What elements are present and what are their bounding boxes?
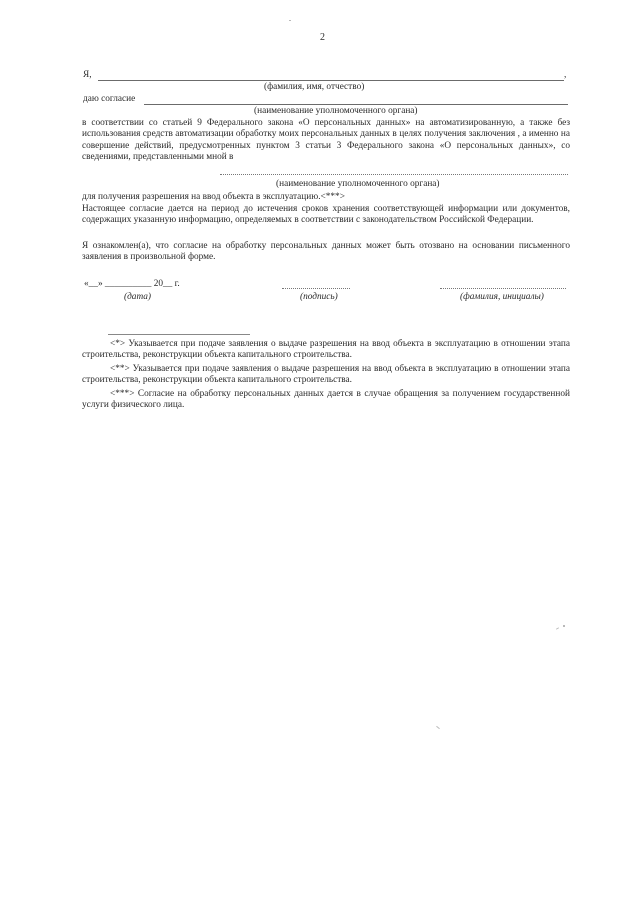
page-number: 2: [320, 32, 325, 43]
footnote-separator: [108, 334, 250, 335]
fio-line-comma: ,: [564, 70, 567, 80]
footnote-3: <***> Согласие на обработку персональных данных дается в случае обращения за получением государственной услуги физического лица.: [82, 389, 570, 411]
purpose-text: для получения разрешения на ввод объекта в эксплуатацию.<***>: [82, 192, 345, 202]
organ-caption-1: (наименование уполномоченного органа): [254, 106, 418, 116]
footnote-2: <**> Указывается при подаче заявления о выдаче разрешения на ввод объекта в эксплуатацию в отношении этапа строительства, реконструкции объекта капитального строительства.: [82, 364, 570, 386]
scan-speck: [556, 627, 559, 629]
fio-line: [98, 80, 564, 81]
scan-speck: [436, 726, 440, 729]
signature-line: [282, 288, 350, 289]
organ-caption-2: (наименование уполномоченного органа): [276, 179, 440, 189]
organ-line-2: [220, 174, 568, 175]
date-caption: (дата): [124, 292, 152, 302]
withdraw-paragraph: Я ознакомлен(а), что согласие на обработку персональных данных может быть отозвано на основании письменного заявления в произвольной форме.: [82, 241, 570, 263]
fio-prefix: Я,: [83, 70, 92, 80]
date-field: «__» __________ 20__ г.: [84, 279, 180, 289]
name-line: [440, 288, 566, 289]
consent-prefix: даю согласие: [83, 94, 136, 104]
signature-caption: (подпись): [300, 292, 338, 302]
name-caption: (фамилия, инициалы): [460, 292, 544, 302]
consent-organ-line: [144, 104, 568, 105]
scan-speck: [289, 20, 291, 21]
period-paragraph: Настоящее согласие дается на период до истечения сроков хранения соответствующей информации или документов, содержащих указанную информацию, определяемых в соответствии с законодательством Российской Федерации.: [82, 204, 570, 226]
consent-paragraph: в соответствии со статьей 9 Федерального закона «О персональных данных» на автоматизированную, а также без использования средств автоматизации обработку моих персональных данных в целях получения заключения , а именно на совершение действий, предусмотренных пунктом 3 статьи 3 Федерального закона «О персональных данных», со сведениями, представленными мной в: [82, 118, 570, 163]
scan-speck: [563, 625, 565, 627]
footnote-1: <*> Указывается при подаче заявления о выдаче разрешения на ввод объекта в эксплуатацию в отношении этапа строительства, реконструкции объекта капитального строительства.: [82, 339, 570, 361]
fio-caption: (фамилия, имя, отчество): [264, 82, 365, 92]
